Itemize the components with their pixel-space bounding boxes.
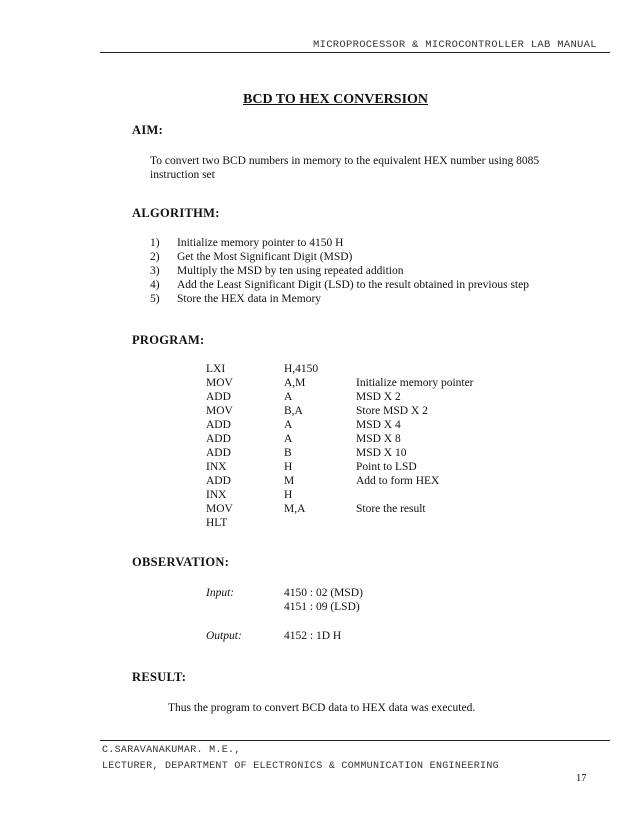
algorithm-step [150,292,590,306]
program-row [206,432,506,446]
comment: Add to form HEX [356,475,440,487]
program-row [206,404,506,418]
comment: MSD X 4 [356,419,401,431]
algorithm-step [150,278,590,292]
program-row [206,376,506,390]
step-number: 4) [150,279,160,291]
opcode: INX [206,489,227,501]
program-listing [206,362,506,532]
comment: MSD X 8 [356,433,401,445]
program-row [206,502,506,516]
operand: A [284,419,293,431]
input-label: Input: [206,587,235,599]
step-text: Initialize memory pointer to 4150 H [177,237,344,249]
footer-position: LECTURER, DEPARTMENT OF ELECTRONICS & COMMUNICATION ENGINEERING [102,761,499,772]
step-number: 2) [150,251,160,263]
opcode: MOV [206,377,233,389]
opcode: HLT [206,517,228,529]
opcode: ADD [206,433,231,445]
opcode: INX [206,461,227,473]
operand: A,M [284,377,306,389]
output-label: Output: [206,630,242,642]
algorithm-list [150,236,590,308]
step-text: Add the Least Significant Digit (LSD) to the result obtained in previous step [177,279,529,291]
algorithm-step [150,264,590,278]
aim-line-2: instruction set [150,169,215,181]
header-rule [100,52,610,53]
step-text: Store the HEX data in Memory [177,293,322,305]
document-title: BCD TO HEX CONVERSION [243,92,429,107]
step-text: Multiply the MSD by ten using repeated addition [177,265,404,277]
operand: H [284,489,293,501]
running-header: MICROPROCESSOR & MICROCONTROLLER LAB MANUAL [313,39,597,51]
opcode: LXI [206,363,226,375]
step-number: 5) [150,293,160,305]
program-row [206,390,506,404]
program-row [206,516,506,530]
comment: MSD X 10 [356,447,407,459]
comment: Store MSD X 2 [356,405,428,417]
program-row [206,418,506,432]
output-value: 4152 : 1D H [284,630,342,642]
operand: M,A [284,503,306,515]
program-row [206,460,506,474]
opcode: MOV [206,503,233,515]
program-heading: PROGRAM: [132,333,205,347]
operand: A [284,433,293,445]
operand: M [284,475,295,487]
program-row [206,474,506,488]
footer-rule [100,740,610,741]
comment: Point to LSD [356,461,417,473]
observation-heading: OBSERVATION: [132,555,230,569]
aim-line-1: To convert two BCD numbers in memory to the equivalent HEX number using 8085 [150,155,540,167]
opcode: ADD [206,447,231,459]
operand: H,4150 [284,363,319,375]
program-row [206,446,506,460]
algorithm-heading: ALGORITHM: [132,206,220,220]
result-text: Thus the program to convert BCD data to HEX data was executed. [168,702,476,714]
opcode: ADD [206,475,231,487]
comment: Initialize memory pointer [356,377,474,389]
program-row [206,488,506,502]
page-number: 17 [576,773,587,784]
footer-author: C.SARAVANAKUMAR. M.E., [102,745,241,756]
step-text: Get the Most Significant Digit (MSD) [177,251,353,263]
step-number: 3) [150,265,160,277]
opcode: ADD [206,391,231,403]
result-heading: RESULT: [132,670,187,684]
input-line-1: 4150 : 02 (MSD) [284,587,363,599]
operand: H [284,461,293,473]
operand: B [284,447,292,459]
opcode: MOV [206,405,233,417]
opcode: ADD [206,419,231,431]
algorithm-step [150,250,590,264]
comment: MSD X 2 [356,391,401,403]
step-number: 1) [150,237,160,249]
program-row [206,362,506,376]
algorithm-step [150,236,590,250]
comment: Store the result [356,503,426,515]
operand: A [284,391,293,403]
operand: B,A [284,405,303,417]
aim-heading: AIM: [132,123,164,137]
input-line-2: 4151 : 09 (LSD) [284,601,360,613]
